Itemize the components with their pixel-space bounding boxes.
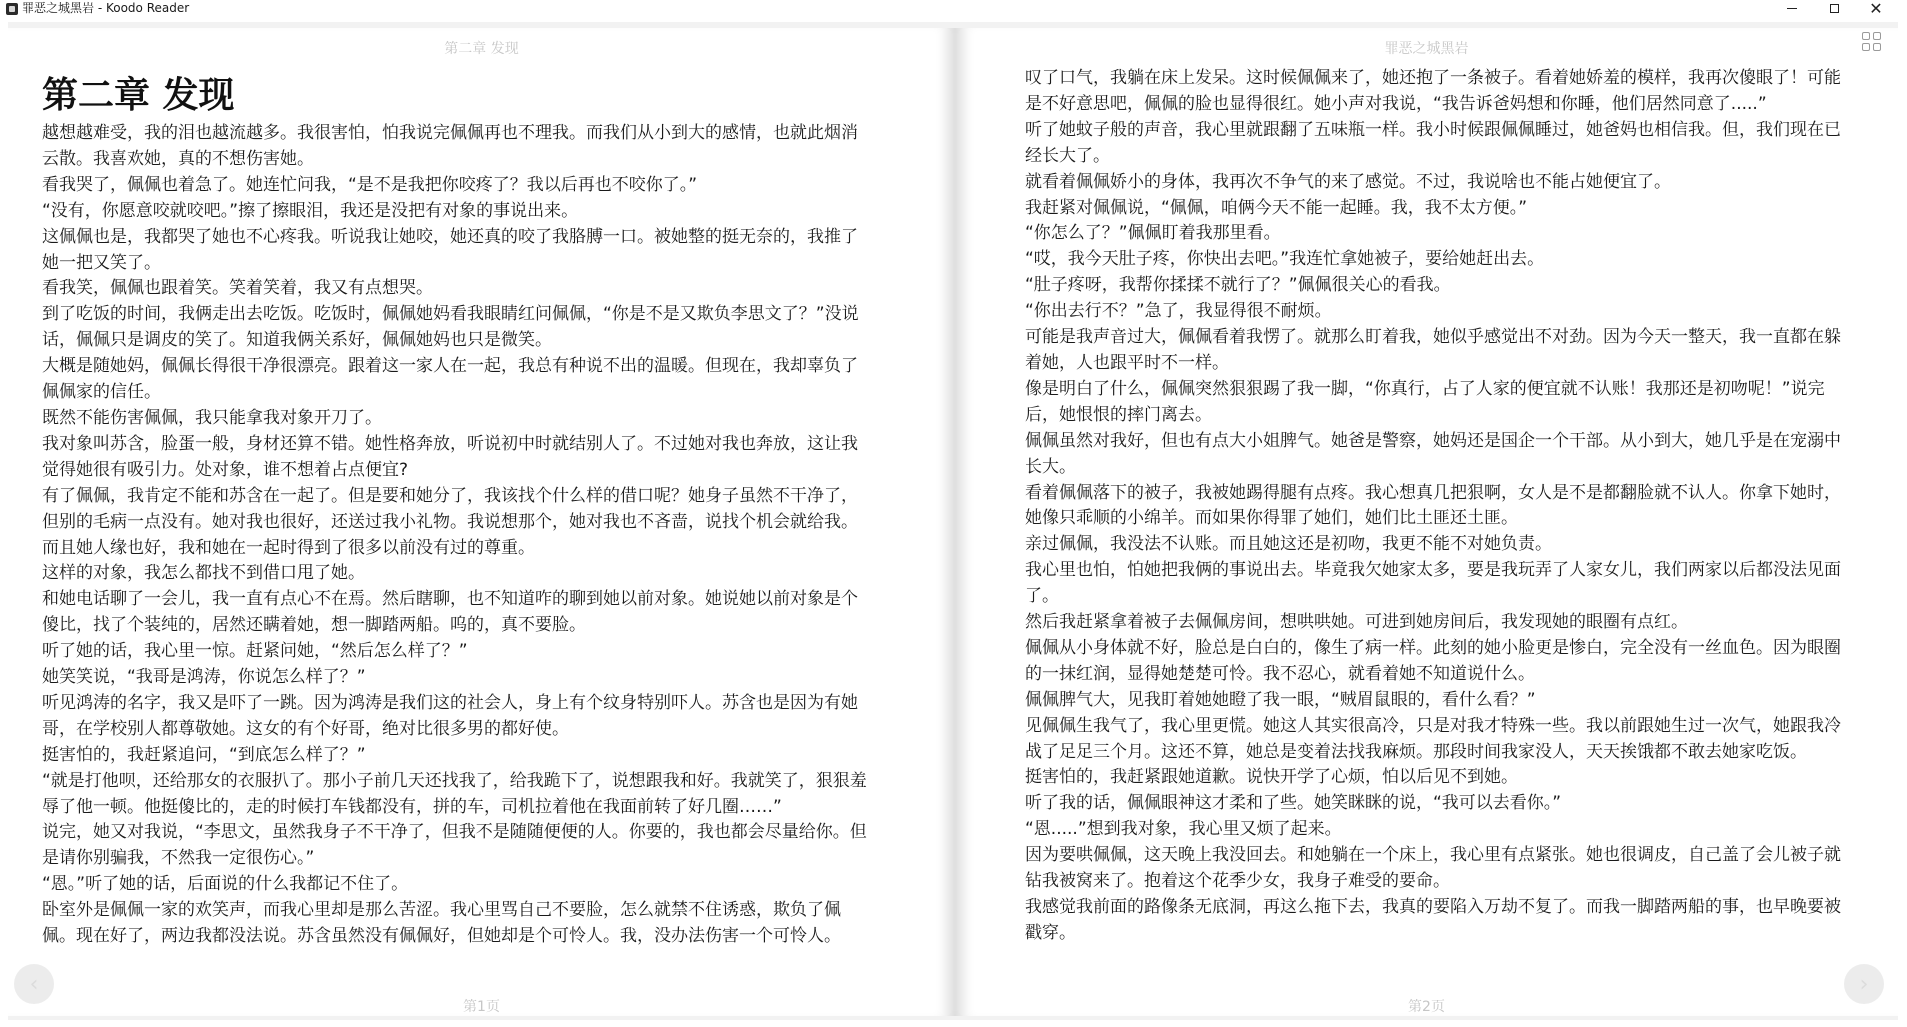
- right-running-head: 罪恶之城黑岩: [1384, 41, 1469, 57]
- paragraph: “肚子疼呀，我帮你揉揉不就行了？”佩佩很关心的看我。: [1025, 275, 1451, 296]
- paragraph: 挺害怕的，我赶紧跟她道歉。说快开学了心烦，怕以后见不到她。: [1025, 767, 1518, 788]
- close-button[interactable]: [1855, 0, 1897, 17]
- paragraph: 像是明白了什么，佩佩突然狠狠踢了我一脚，“你真行，占了人家的便宜就不认账！我那还是初吻呢！”说完后，她恨恨的摔门离去。: [1025, 378, 1825, 425]
- chapter-title: 第二章 发现: [42, 75, 235, 116]
- right-page: [955, 28, 1898, 1016]
- paragraph: 这佩佩也是，我都哭了她也不心疼我。听说我让她咬，她还真的咬了我胳膊一口。被她整的挺无奈的，我推了她一把又笑了。: [42, 226, 858, 273]
- paragraph: 亲过佩佩，我没法不认账。而且她这还是初吻，我更不能不对她负责。: [1025, 534, 1552, 555]
- paragraph: 卧室外是佩佩一家的欢笑声，而我心里却是那么苦涩。我心里骂自己不要脸，怎么就禁不住诱惑，欺负了佩佩。现在好了，两边我都没法说。苏含虽然没有佩佩好，但她却是个可怜人。我，没办法伤害一个可怜人。: [42, 900, 841, 947]
- title-bar: [0, 0, 1907, 17]
- minimize-icon: [1787, 8, 1797, 9]
- paragraph: 就看着佩佩娇小的身体，我再次不争气的来了感觉。不过，我说啥也不能占她便宜了。: [1025, 171, 1671, 192]
- paragraph: 听了她蚊子般的声音，我心里就跟翻了五味瓶一样。我小时候跟佩佩睡过，她爸妈也相信我。但，我们现在已经长大了。: [1025, 119, 1841, 166]
- paragraph: 佩佩脾气大，见我盯着她她瞪了我一眼，“贼眉鼠眼的，看什么看？”: [1025, 689, 1536, 710]
- paragraph: 看我笑，佩佩也跟着笑。笑着笑着，我又有点想哭。: [42, 278, 433, 299]
- close-icon: ✕: [1869, 0, 1883, 18]
- chevron-right-icon: ›: [1859, 971, 1869, 997]
- grid-view-icon[interactable]: [1862, 32, 1882, 52]
- paragraph: 我对象叫苏含，脸蛋一般，身材还算不错。她性格奔放，听说初中时就结别人了。不过她对我也奔放，这让我觉得她很有吸引力。处对象，谁不想着占点便宜?: [42, 433, 858, 480]
- paragraph: 见佩佩生我气了，我心里更慌。她这人其实很高冷，只是对我才特殊一些。我以前跟她生过一次气，她跟我冷战了足足三个月。这还不算，她总是变着法找我麻烦。那段时间我家没人，天天挨饿都不敢去她家吃饭。: [1025, 715, 1841, 762]
- paragraph: “你怎么了？”佩佩盯着我那里看。: [1025, 223, 1281, 244]
- paragraph: 大概是随她妈，佩佩长得很干净很漂亮。跟着这一家人在一起，我总有种说不出的温暖。但现在，我却辜负了佩佩家的信任。: [42, 356, 858, 403]
- paragraph: 听见鸿涛的名字，我又是吓了一跳。因为鸿涛是我们这的社会人，身上有个纹身特别吓人。苏含也是因为有她哥，在学校别人都尊敬她。这女的有个好哥，绝对比很多男的都好使。: [42, 692, 858, 739]
- paragraph: 我感觉我前面的路像条无底洞，再这么拖下去，我真的要陷入万劫不复了。而我一脚踏两船的事，也早晚要被戳穿。: [1025, 897, 1841, 943]
- paragraph: 这样的对象，我怎么都找不到借口甩了她。: [42, 563, 365, 584]
- maximize-button[interactable]: [1813, 0, 1855, 17]
- paragraph: 有了佩佩，我肯定不能和苏含在一起了。但是要和她分了，我该找个什么样的借口呢？她身子虽然不干净了，但别的毛病一点没有。她对我也很好，还送过我小礼物。我说想那个，她对我也不吝啬，说找个机会就给我。而且她人缘也好，我和她在一起时得到了很多以前没有过的尊重。: [42, 485, 858, 558]
- paragraph: “就是打他呗，还给那女的衣服扒了。那小子前几天还找我了，给我跪下了，说想跟我和好。我就笑了，狠狠羞辱了他一顿。他挺傻比的，走的时候打车钱都没有，拼的车，司机拉着他在我面前转了好几圈……”: [42, 770, 867, 817]
- left-running-head: 第二章 发现: [444, 41, 519, 57]
- paragraph: 既然不能伤害佩佩，我只能拿我对象开刀了。: [42, 407, 382, 428]
- app-icon: [6, 3, 18, 15]
- paragraph: 我心里也怕，怕她把我俩的事说出去。毕竟我欠她家太多，要是我玩弄了人家女儿，我们两家以后都没法见面了。: [1025, 560, 1841, 607]
- paragraph: 她笑笑说，“我哥是鸿涛，你说怎么样了？”: [42, 667, 366, 688]
- paragraph: 看着佩佩落下的被子，我被她踢得腿有点疼。我心想真几把狠啊，女人是不是都翻脸就不认人。你拿下她时，她像只乖顺的小绵羊。而如果你得罪了她们，她们比土匪还土匪。: [1025, 482, 1841, 529]
- paragraph: 和她电话聊了一会儿，我一直有点心不在焉。然后瞎聊，也不知道咋的聊到她以前对象。她说她以前对象是个傻比，找了个装纯的，居然还瞒着她，想一脚踏两船。呜的，真不要脸。: [42, 589, 858, 636]
- chevron-left-icon: ‹: [29, 971, 39, 997]
- paragraph: 我赶紧对佩佩说，“佩佩，咱俩今天不能一起睡。我，我不太方便。”: [1025, 197, 1528, 218]
- paragraph: 看我哭了，佩佩也着急了。她连忙问我，“是不是我把你咬疼了？我以后再也不咬你了。”: [42, 174, 698, 195]
- paragraph: 说完，她又对我说，“李思文，虽然我身子不干净了，但我不是随随便便的人。你要的，我也都会尽量给你。但是请你别骗我，不然我一定很伤心。”: [42, 822, 867, 869]
- right-page-text: [1025, 66, 1857, 947]
- paragraph: “恩。”听了她的话，后面说的什么我都记不住了。: [42, 874, 409, 895]
- paragraph: 听了她的话，我心里一惊。赶紧问她，“然后怎么样了？”: [42, 641, 468, 662]
- paragraph: “恩.....”想到我对象，我心里又烦了起来。: [1025, 819, 1342, 840]
- next-page-button[interactable]: [1844, 964, 1884, 1004]
- paragraph: “你出去行不？”急了，我显得很不耐烦。: [1025, 301, 1332, 322]
- left-page-text: [42, 121, 872, 950]
- window-title: 罪恶之城黑岩 - Koodo Reader: [22, 1, 190, 15]
- paragraph: 听了我的话，佩佩眼神这才柔和了些。她笑眯眯的说，“我可以去看你。”: [1025, 793, 1562, 814]
- paragraph: 然后我赶紧拿着被子去佩佩房间，想哄哄她。可进到她房间后，我发现她的眼圈有点红。: [1025, 612, 1688, 633]
- paragraph: “哎，我今天肚子疼，你快出去吧。”我连忙拿她被子，要给她赶出去。: [1025, 249, 1545, 270]
- prev-page-button[interactable]: [14, 964, 54, 1004]
- maximize-icon: [1830, 4, 1839, 13]
- minimize-button[interactable]: [1771, 0, 1813, 17]
- paragraph: 因为要哄佩佩，这天晚上我没回去。和她躺在一个床上，我心里有点紧张。她也很调皮，自己盖了会儿被子就钻我被窝来了。抱着这个花季少女，我身子难受的要命。: [1025, 845, 1841, 892]
- left-page: [8, 28, 955, 1016]
- reader-view: [8, 22, 1898, 1020]
- paragraph: 到了吃饭的时间，我俩走出去吃饭。吃饭时，佩佩她妈看我眼睛红问佩佩，“你是不是又欺负李思文了？”没说话，佩佩只是调皮的笑了。知道我俩关系好，佩佩她妈也只是微笑。: [42, 304, 859, 351]
- paragraph: 可能是我声音过大，佩佩看着我愣了。就那么盯着我，她似乎感觉出不对劲。因为今天一整天，我一直都在躲着她，人也跟平时不一样。: [1025, 327, 1841, 373]
- paragraph: 挺害怕的，我赶紧追问，“到底怎么样了？”: [42, 744, 366, 765]
- paragraph: 佩佩虽然对我好，但也有点大小姐脾气。她爸是警察，她妈还是国企一个干部。从小到大，她几乎是在宠溺中长大。: [1025, 430, 1841, 477]
- right-page-number: 第2页: [1408, 999, 1445, 1015]
- paragraph: 叹了口气，我躺在床上发呆。这时候佩佩来了，她还抱了一条被子。看着她娇羞的模样，我再次傻眼了！可能是不好意思吧，佩佩的脸也显得很红。她小声对我说，“我告诉爸妈想和你睡，他们居然同意了.....”: [1025, 68, 1841, 114]
- left-page-number: 第1页: [463, 999, 500, 1015]
- paragraph: 越想越难受，我的泪也越流越多。我很害怕，怕我说完佩佩再也不理我。而我们从小到大的感情，也就此烟消云散。我喜欢她，真的不想伤害她。: [42, 123, 858, 169]
- paragraph: “没有，你愿意咬就咬吧。”擦了擦眼泪，我还是没把有对象的事说出来。: [42, 200, 579, 221]
- paragraph: 佩佩从小身体就不好，脸总是白白的，像生了病一样。此刻的她小脸更是惨白，完全没有一丝血色。因为眼圈的一抹红润，显得她楚楚可怜。我不忍心，就看着她不知道说什么。: [1025, 637, 1841, 684]
